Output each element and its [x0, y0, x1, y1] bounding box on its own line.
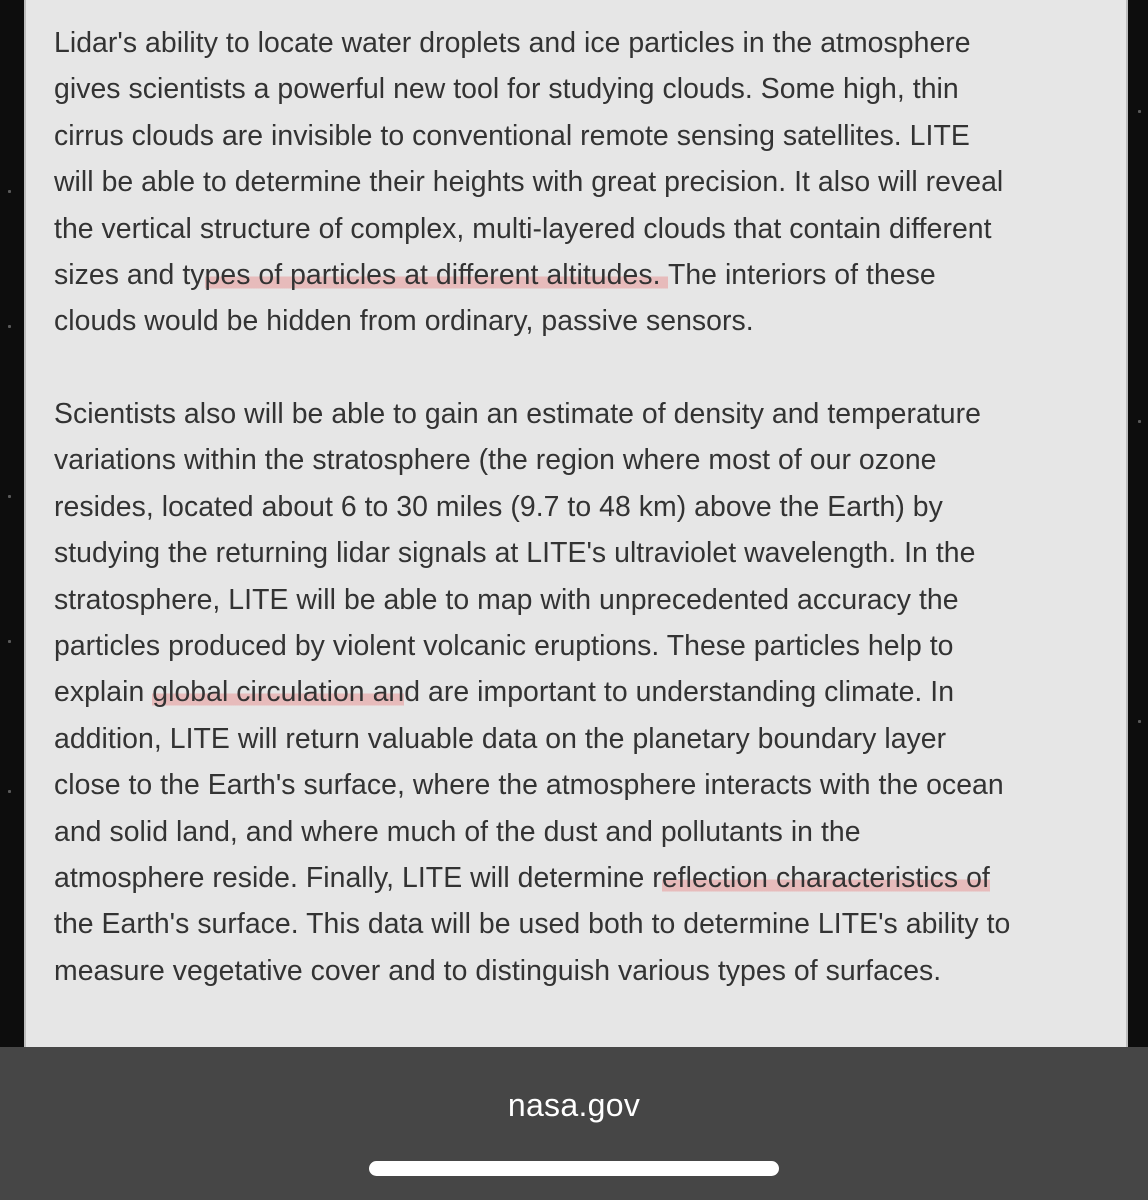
edge-dot	[1138, 720, 1141, 723]
edge-dot	[8, 190, 11, 193]
paragraph-1-text-start: Lidar's ability to locate water droplets and ice particles in the atmosphere gives scientists a powerful new tool for studying clouds. Some high, thin cirrus clouds are invisible to conventional remote sensing satellites. LITE will be able to determine their heights with great precision. It also will reveal the vertical structure of complex, multi-layered clouds that contain different sizes and ty	[54, 27, 1004, 292]
article-paragraph-1	[54, 20, 1104, 345]
paragraph-2-highlight-reflection: eflection characteristics of	[661, 862, 990, 895]
edge-dot	[1138, 110, 1141, 113]
edge-dot	[8, 790, 11, 793]
article-paragraph-2	[54, 391, 1104, 994]
home-indicator[interactable]	[369, 1161, 779, 1176]
paragraph-2-text-start: Scientists also will be able to gain an estimate of density and temperature variations within the stratosphere (the region where most of our ozone resides, located about 6 to 30 miles (9.7 to 48 km) above the Earth) by studying the returning lidar signals at LITE's ultraviolet wavelength. In the stratosphere, LITE will be able to map with unprecedented accuracy the particles produced by violent volcanic eruptions. These particles help to explain	[54, 398, 981, 709]
paragraph-2-text-middle: d are important to understanding climate. In addition, LITE will return valuable data on the planetary boundary layer close to the Earth's surface, where the atmosphere interacts with the ocean and solid land, and where much of the dust and pollutants in the atmosphere reside. Finally, LITE will determine r	[54, 676, 1004, 895]
paragraph-1-text-end: The interiors of these clouds would be hidden from ordinary, passive sensors.	[54, 259, 936, 338]
edge-dot	[8, 495, 11, 498]
paragraph-2-highlight-global-circulation: global circulation an	[152, 676, 405, 709]
edge-dot	[1138, 420, 1141, 423]
edge-dot	[8, 640, 11, 643]
paragraph-2-text-end: the Earth's surface. This data will be used both to determine LITE's ability to measure vegetative cover and to distinguish various types of surfaces.	[54, 908, 1011, 987]
edge-dot	[8, 325, 11, 328]
address-bar-domain[interactable]: nasa.gov	[507, 1087, 641, 1123]
paragraph-1-highlight: pes of particles at different altitudes.	[204, 259, 668, 292]
article-content	[24, 0, 1128, 1048]
